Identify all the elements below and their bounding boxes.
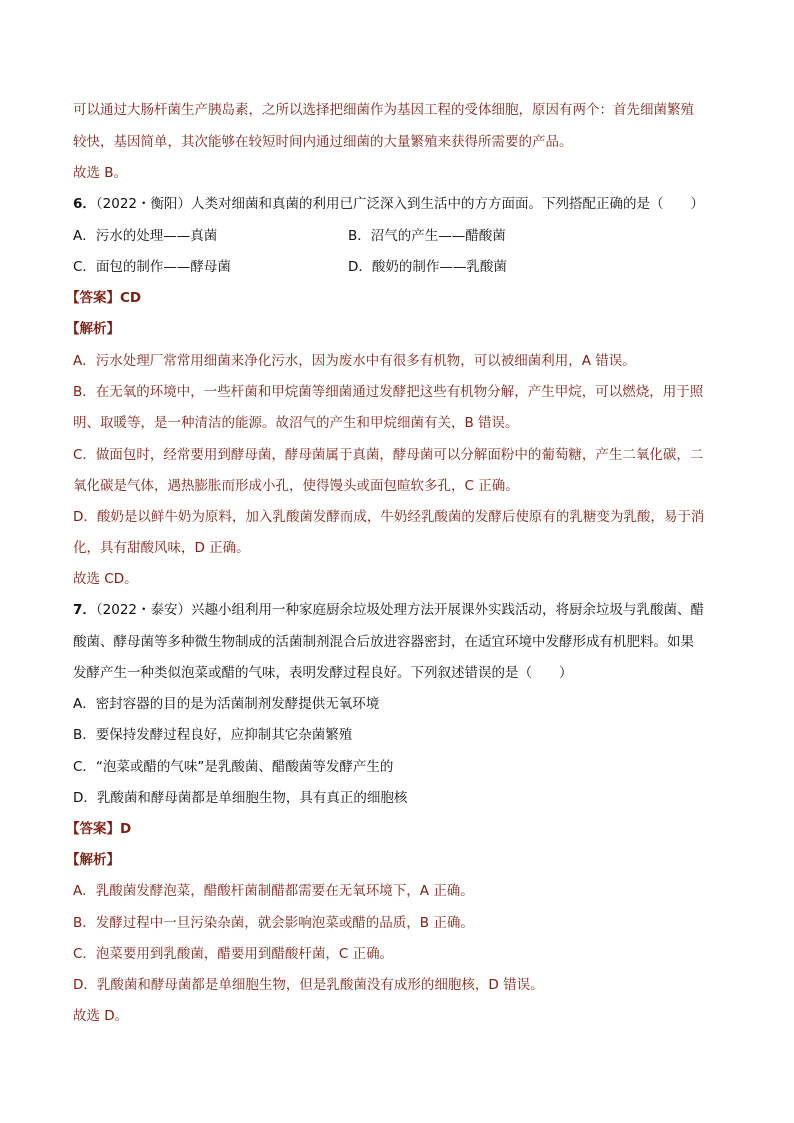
question-6-number: 6． (73, 196, 96, 212)
question-6-analysis-line: A．污水处理厂常常用细菌来净化污水，因为废水中有很多有机物，可以被细菌利用，A 错误。 (73, 353, 636, 369)
question-6-stem (73, 194, 733, 214)
question-6-options-row-1 (73, 226, 733, 246)
question-6-option-a: A．污水的处理——真菌 (73, 228, 218, 244)
question-6-option-c: C．面包的制作——酵母菌 (73, 259, 231, 275)
intro-conclusion: 故选 B。 (73, 165, 128, 181)
question-7-number: 7． (73, 602, 96, 618)
question-6-text: 人类对细菌和真菌的利用已广泛深入到生活中的方方面面。下列搭配正确的是（ ） (191, 196, 705, 212)
question-6-analysis-line: C．做面包时，经常要用到酵母菌，酵母菌属于真菌，酵母菌可以分解面粉中的葡萄糖，产生二氧化碳，二 (73, 447, 704, 463)
question-6-option-b: B．沼气的产生——醋酸菌 (348, 228, 506, 244)
question-7-analysis-line: D．乳酸菌和酵母菌都是单细胞生物，但是乳酸菌没有成形的细胞核，D 错误。 (73, 977, 544, 993)
question-6-source: （2022・衡阳） (95, 196, 192, 212)
question-7-analysis-title: 【解析】 (66, 852, 120, 868)
intro-line-1: 可以通过大肠杆菌生产胰岛素，之所以选择把细菌作为基因工程的受体细胞，原因有两个：首先细菌繁殖 (73, 102, 694, 118)
question-6-analysis-line: 氧化碳是气体，遇热膨胀而形成小孔，使得馒头或面包暄软多孔，C 正确。 (73, 478, 519, 494)
question-6-option-d: D．酸奶的制作——乳酸菌 (348, 259, 507, 275)
question-6-options-row-2 (73, 257, 733, 277)
question-7-option-a: A．密封容器的目的是为活菌制剂发酵提供无氧环境 (73, 696, 380, 712)
question-7-option-b: B．要保持发酵过程良好，应抑制其它杂菌繁殖 (73, 727, 353, 743)
question-7-analysis-line: B．发酵过程中一旦污染杂菌，就会影响泡菜或醋的品质，B 正确。 (73, 915, 474, 931)
question-7-analysis-line: A．乳酸菌发酵泡菜，醋酸杆菌制醋都需要在无氧环境下，A 正确。 (73, 883, 474, 899)
question-6-conclusion: 故选 CD。 (73, 571, 138, 587)
question-7-option-c: C．“泡菜或醋的气味”是乳酸菌、醋酸菌等发酵产生的 (73, 759, 394, 775)
question-7-text: 兴趣小组利用一种家庭厨余垃圾处理方法开展课外实践活动，将厨余垃圾与乳酸菌、醋 (191, 602, 705, 618)
question-7-answer: 【答案】D (66, 821, 132, 837)
question-7-conclusion: 故选 D。 (73, 1008, 129, 1024)
question-6-analysis-line: 化，具有甜酸风味，D 正确。 (73, 540, 250, 556)
question-6-analysis-line: 明、取暖等，是一种清洁的能源。故沼气的产生和甲烷细菌有关，B 错误。 (73, 415, 519, 431)
question-6-analysis-line: B．在无氧的环境中，一些杆菌和甲烷菌等细菌通过发酵把这些有机物分解，产生甲烷，可以燃烧，用于照 (73, 384, 704, 400)
question-6-analysis-title: 【解析】 (66, 321, 120, 337)
question-7-source: （2022・泰安） (95, 602, 192, 618)
question-7-stem-line-1 (73, 600, 733, 620)
intro-line-2: 较快，基因简单，其次能够在较短时间内通过细菌的大量繁殖来获得所需要的产品。 (73, 134, 573, 150)
question-7-stem-line-3: 发酵产生一种类似泡菜或醋的气味，表明发酵过程良好。下列叙述错误的是（ ） (73, 665, 573, 681)
question-7-stem-line-2: 酸菌、酵母菌等多种微生物制成的活菌制剂混合后放进容器密封，在适宜环境中发酵形成有机肥料。如果 (73, 634, 694, 650)
question-7-option-d: D．乳酸菌和酵母菌都是单细胞生物，具有真正的细胞核 (73, 790, 408, 806)
question-7-analysis-line: C．泡菜要用到乳酸菌，醋要用到醋酸杆菌，C 正确。 (73, 946, 394, 962)
question-6-analysis-line: D．酸奶是以鲜牛奶为原料，加入乳酸菌发酵而成，牛奶经乳酸菌的发酵后使原有的乳糖变为乳酸，易于消 (73, 509, 705, 525)
question-6-answer: 【答案】CD (66, 290, 142, 306)
